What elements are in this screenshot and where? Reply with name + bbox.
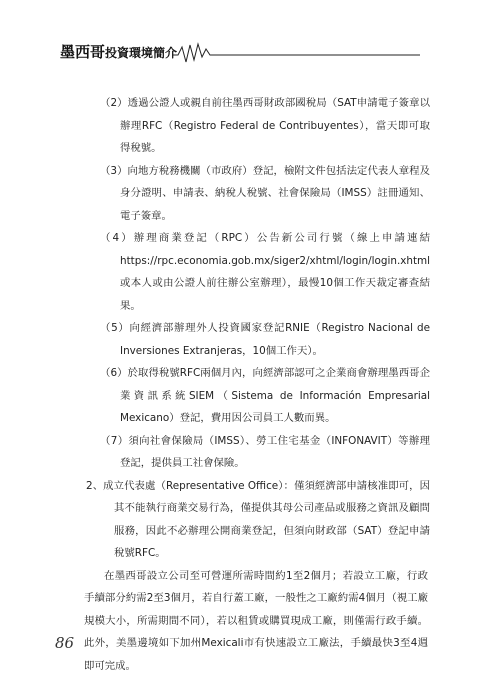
section-representative-office: 2、成立代表處（Representative Office）：僅須經濟部申請核准即可，因其不能執行商業交易行為，僅提供其母公司產品或服務之資訊及顧問服務，因此不必辦理公開商業登記，但須向財政部（SAT）登記申請稅號RFC。 [86,479,430,559]
page-body [84,92,431,677]
list-item: （4）辦理商業登記（RPC）公告新公司行號（線上申請連結https://rpc.economia.gob.mx/siger2/xhtml/login/login.xhtml或本人或由公證人前往辦公室辦理），最慢10個工作天裁定審查結果。 [100,232,431,312]
closing-paragraph: 在墨西哥設立公司至可營運所需時間約1至2個月；若設立工廠，行政手續部分約需2至3個月，若自行蓋工廠，一般性之工廠約需4個月（視工廠規模大小，所需期間不同），若以租賃或購買現成工廠，則僅需行政手續。此外，美墨邊境如下加州Mexicali市有快速設立工廠法，手續最快3至4週即可完成。 [84,569,428,672]
header-title-sub: 投資環境簡介 [105,46,178,60]
list-item: （5）向經濟部辦理外人投資國家登記RNIE（Registro Nacional de Inversiones Extranjeras，10個工作天）。 [100,322,430,357]
list-item: （3）向地方稅務機關（市政府）登記，檢附文件包括法定代表人章程及身分證明、申請表、納稅人稅號、社會保險局（IMSS）註冊通知、電子簽章。 [100,164,430,222]
header-title [60,41,177,62]
page-number: 86 [55,634,75,652]
list-item: （6）於取得稅號RFC兩個月內，向經濟部認可之企業商會辦理墨西哥企業資訊系統SIEM（Sistema de Información Empresarial Mexicano）登記，費用因公司員工人數而異。 [100,367,430,424]
list-item: （7）須向社會保險局（IMSS）、勞工住宅基金（INFONAVIT）等辦理登記，提供員工社會保險。 [100,434,430,469]
page-header [60,40,420,64]
list-item: （2）透過公證人或親自前往墨西哥財政部國稅局（SAT申請電子簽章以辦理RFC（Registro Federal de Contribuyentes），當天即可取得稅號。 [100,97,430,154]
header-title-main: 墨西哥 [60,43,106,61]
heartbeat-line-icon [172,40,420,64]
